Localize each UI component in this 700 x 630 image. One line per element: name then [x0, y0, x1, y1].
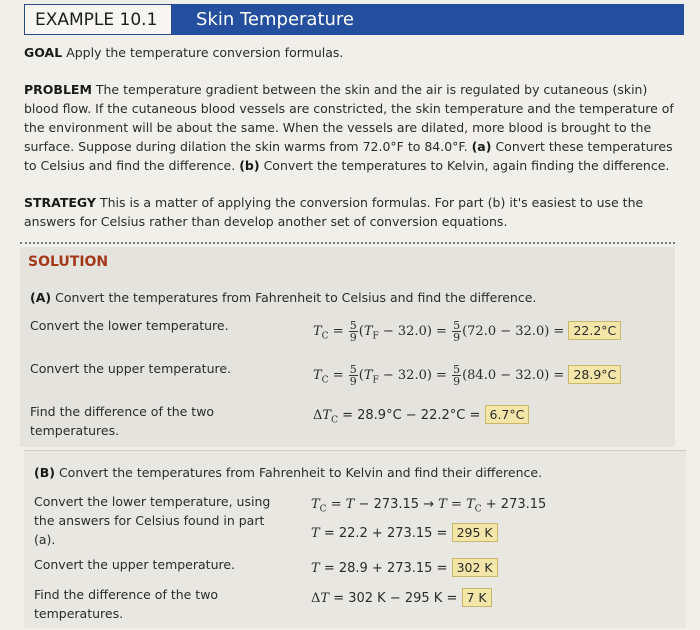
fraction — [452, 320, 461, 343]
answer-highlight: 6.7°C — [485, 405, 530, 424]
step-b1-calc: T = 22.2 + 273.15 = 295 K — [311, 525, 498, 541]
solution-heading: SOLUTION — [28, 254, 109, 270]
value-expression: (72.0 − 32.0) — [462, 324, 550, 339]
part-a-heading — [30, 290, 536, 305]
problem-label: PROBLEM — [24, 82, 92, 97]
tf-symbol: T — [363, 368, 373, 383]
problem-line-4: surface. Suppose during dilation the skin warms from 72.0°F to 84.0°F. — [24, 139, 468, 154]
tf-symbol: T — [363, 324, 373, 339]
tf-subscript: F — [372, 331, 379, 342]
value-expression: (84.0 − 32.0) — [462, 368, 550, 383]
example-title: Skin Temperature — [172, 4, 684, 35]
step-a1-equation: $T_C$ = $\frac{5}{9}$ $(T_F - 32.0)$ = $\frac{5}{9}$ (72.0 − 32.0) = 22.2°C — [313, 320, 621, 343]
fraction-num: 5 — [453, 319, 461, 332]
step-a3-equation: $\Delta T_C = 28.9^\circ C - 22.2^\circ C = 6.7^\circ C$ — [313, 407, 529, 426]
fraction-den: 9 — [349, 375, 357, 388]
diff-desc-line1: Find the difference of the two — [30, 404, 215, 419]
part-b-label: (b) — [239, 158, 260, 173]
calc-expression: = 22.2 + 273.15 = — [323, 526, 448, 541]
part-a-label: (a) — [471, 139, 492, 154]
formula-tail: − 32.0) — [382, 368, 432, 383]
tc-symbol: T — [313, 324, 322, 339]
step-b3-equation: ΔT = 302 K − 295 K = 7 K — [311, 590, 492, 606]
strategy-line-2: answers for Celsius rather than develop another set of conversion equations. — [24, 214, 508, 229]
step-a2-equation: $T_C$ = $\frac{5}{9}$ $(T_F - 32.0)$ = $\frac{5}{9}$ (84.0 − 32.0) = 28.9°C — [313, 364, 621, 387]
problem-line-1: The temperature gradient between the skin and the air is regulated by cutaneous (skin) — [95, 82, 648, 97]
fraction-den: 9 — [349, 331, 357, 344]
answer-highlight: 28.9°C — [568, 365, 621, 384]
step-a3-desc — [30, 402, 214, 440]
formula-tail: − 32.0) — [382, 324, 432, 339]
step-b1-desc — [34, 492, 270, 549]
goal-label: GOAL — [24, 45, 63, 60]
step-b1-line3: (a). — [34, 532, 56, 547]
diff-expression: = 302 K − 295 K = — [333, 591, 458, 606]
formula-mid: − 273.15 → — [358, 497, 435, 512]
section-divider — [20, 242, 675, 244]
fraction — [452, 364, 461, 387]
problem-line-2: blood flow. If the cutaneous blood vessels are constricted, the skin temperature and the temperature of — [24, 101, 674, 116]
example-number: EXAMPLE 10.1 — [24, 4, 172, 35]
formula-end: + 273.15 — [485, 497, 547, 512]
step-b2-desc: Convert the upper temperature. — [34, 557, 236, 572]
diff-desc-line2: temperatures. — [30, 423, 120, 438]
problem-line-5: to Celsius and find the difference. — [24, 158, 236, 173]
problem-line-6: Convert the temperatures to Kelvin, again finding the difference. — [263, 158, 670, 173]
tc-symbol: T — [313, 368, 322, 383]
step-b1-line2: the answers for Celsius found in part — [34, 513, 265, 528]
strategy-label: STRATEGY — [24, 195, 96, 210]
step-b1-line1: Convert the lower temperature, using — [34, 494, 271, 509]
part-b-solution-label: (B) — [34, 465, 55, 480]
answer-highlight: 302 K — [452, 558, 498, 577]
answer-highlight: 295 K — [452, 523, 498, 542]
part-b-heading — [34, 465, 542, 480]
answer-highlight: 7 K — [462, 588, 492, 607]
fraction-num: 5 — [453, 363, 461, 376]
strategy-line-1: This is a matter of applying the conversion formulas. For part (b) it's easiest to use the — [99, 195, 644, 210]
part-b-heading-text: Convert the temperatures from Fahrenheit to Kelvin and find their difference. — [58, 465, 543, 480]
tc-subscript: C — [321, 331, 329, 342]
part-a-solution-label: (A) — [30, 290, 52, 305]
problem-section — [24, 80, 684, 175]
calc-expression: = 28.9 + 273.15 = — [323, 561, 448, 576]
fraction-den: 9 — [453, 331, 461, 344]
goal-section — [24, 43, 343, 62]
fraction-num: 5 — [349, 363, 357, 376]
problem-line-3: the environment will be about the same. When the vessels are dilated, more blood is brought to the — [24, 120, 652, 135]
strategy-section — [24, 193, 684, 231]
step-a2-desc: Convert the upper temperature. — [30, 361, 232, 376]
step-b2-calc: T = 28.9 + 273.15 = 302 K — [311, 560, 498, 576]
example-header — [24, 4, 684, 35]
diff-desc-line1: Find the difference of the two — [34, 587, 219, 602]
step-a1-desc: Convert the lower temperature. — [30, 318, 229, 333]
step-b3-desc — [34, 585, 218, 623]
fraction — [349, 364, 358, 387]
goal-text: Apply the temperature conversion formulas. — [66, 45, 344, 60]
step-b1-formula: $T_C = T - 273.15 \to T = T_C + 273.15$ — [311, 497, 547, 515]
fraction — [349, 320, 358, 343]
part-a-heading-text: Convert the temperatures from Fahrenheit to Celsius and find the difference. — [55, 290, 537, 305]
tc-subscript: C — [321, 375, 329, 386]
tf-subscript: F — [372, 375, 379, 386]
diff-desc-line2: temperatures. — [34, 606, 124, 621]
answer-highlight: 22.2°C — [568, 321, 621, 340]
part-a-text: Convert these temperatures — [495, 139, 673, 154]
diff-expression: = 28.9°C − 22.2°C = — [342, 408, 481, 423]
fraction-den: 9 — [453, 375, 461, 388]
fraction-num: 5 — [349, 319, 357, 332]
